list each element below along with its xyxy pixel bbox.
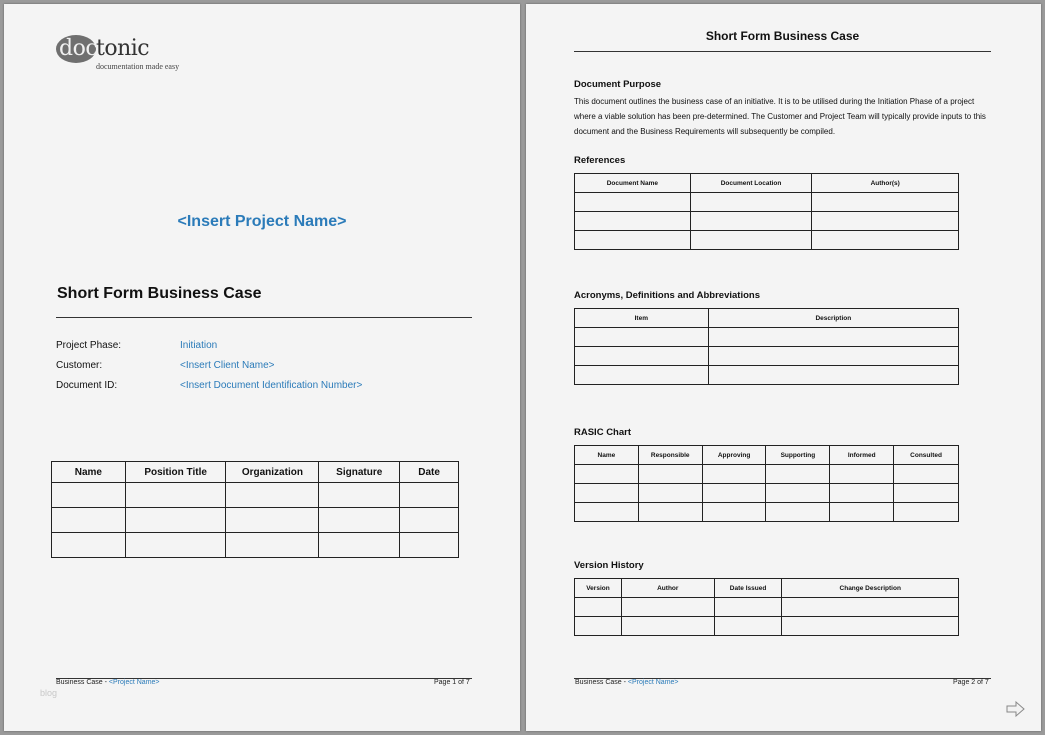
table-cell[interactable] [812,231,959,250]
footer-project-name: <Project Name> [108,679,160,686]
version-history-table [574,578,959,636]
table-cell[interactable] [766,503,830,522]
table-cell[interactable] [575,617,622,636]
table-row [575,617,959,636]
table-cell[interactable] [702,465,766,484]
customer-label: Customer: [56,360,103,371]
table-cell[interactable] [894,484,959,503]
table-cell[interactable] [319,508,400,533]
document-id-value[interactable]: <Insert Document Identification Number> [180,380,363,391]
table-row [575,347,959,366]
column-header: Document Name [575,174,691,193]
column-header: Description [708,309,958,328]
table-cell[interactable] [226,533,319,558]
table-cell[interactable] [812,193,959,212]
table-cell[interactable] [575,598,622,617]
table-cell[interactable] [125,533,226,558]
logo-tonic-text: tonic [96,36,150,61]
table-cell[interactable] [702,484,766,503]
table-cell[interactable] [125,508,226,533]
column-header: Responsible [638,446,702,465]
table-cell[interactable] [714,617,782,636]
table-cell[interactable] [575,484,639,503]
header-rule [574,51,991,52]
table-cell[interactable] [621,617,714,636]
column-header: Item [575,309,709,328]
table-header-row [575,579,959,598]
table-cell[interactable] [575,347,709,366]
document-page-2 [526,4,1041,731]
table-cell[interactable] [782,598,959,617]
table-cell[interactable] [319,483,400,508]
document-page-1 [4,4,520,731]
logo-tagline: documentation made easy [96,62,180,71]
table-row [575,484,959,503]
column-header: Name [52,462,126,483]
table-cell[interactable] [226,483,319,508]
table-row [52,533,459,558]
footer-page-number: Page 1 of 7 [434,679,470,686]
table-cell[interactable] [400,483,459,508]
table-header-row [575,174,959,193]
table-cell[interactable] [690,193,812,212]
table-cell[interactable] [575,503,639,522]
table-cell[interactable] [400,533,459,558]
next-page-arrow-icon[interactable] [1005,700,1027,718]
column-header: Position Title [125,462,226,483]
column-header: Name [575,446,639,465]
table-cell[interactable] [812,212,959,231]
table-cell[interactable] [638,503,702,522]
acronyms-heading: Acronyms, Definitions and Abbreviations [574,290,760,301]
table-cell[interactable] [894,503,959,522]
table-cell[interactable] [894,465,959,484]
table-row [575,598,959,617]
table-cell[interactable] [690,231,812,250]
watermark-text: blog [40,688,58,698]
footer-doc-label: Business Case - [56,679,109,686]
rasic-table [574,445,959,522]
table-cell[interactable] [690,212,812,231]
table-row [575,328,959,347]
table-cell[interactable] [830,503,894,522]
column-header: Consulted [894,446,959,465]
table-cell[interactable] [638,465,702,484]
table-cell[interactable] [714,598,782,617]
column-header: Author [621,579,714,598]
table-row [575,465,959,484]
table-row [575,212,959,231]
table-cell[interactable] [226,508,319,533]
signoff-table [51,461,459,558]
table-row [575,193,959,212]
table-cell[interactable] [766,465,830,484]
project-phase-label: Project Phase: [56,340,122,351]
references-heading: References [574,155,626,166]
table-row [575,503,959,522]
table-cell[interactable] [575,465,639,484]
table-cell[interactable] [400,508,459,533]
table-cell[interactable] [638,484,702,503]
references-table [574,173,959,250]
footer-doc-label: Business Case - [575,679,628,686]
table-cell[interactable] [52,483,126,508]
page-header-title: Short Form Business Case [705,29,860,43]
table-cell[interactable] [766,484,830,503]
table-cell[interactable] [708,366,958,385]
document-id-label: Document ID: [56,380,118,391]
table-cell[interactable] [830,465,894,484]
column-header: Date Issued [714,579,782,598]
table-cell[interactable] [125,483,226,508]
table-cell[interactable] [575,328,709,347]
purpose-text: This document outlines the business case of an initiative. It is to be utilised during the Initiation Phase of a project where a viable solution has been pre-determined. The Customer and Project Team will typically provide inputs to this document and the Business Requirements will subsequently be compiled. [574,97,986,136]
purpose-heading: Document Purpose [574,79,662,90]
table-cell[interactable] [708,347,958,366]
column-header: Supporting [766,446,830,465]
footer-page-number: Page 2 of 7 [953,679,989,686]
table-cell[interactable] [319,533,400,558]
table-row [52,508,459,533]
doctonic-logo [56,35,196,75]
title-rule [56,317,472,318]
table-cell[interactable] [702,503,766,522]
document-title: Short Form Business Case [57,285,262,302]
table-cell[interactable] [621,598,714,617]
project-name-placeholder[interactable]: <Insert Project Name> [177,213,347,230]
table-header-row [575,309,959,328]
column-header: Approving [702,446,766,465]
column-header: Organization [226,462,319,483]
footer-left [56,679,160,686]
table-cell[interactable] [575,231,691,250]
table-cell[interactable] [575,366,709,385]
footer-left [575,679,679,686]
table-row [575,231,959,250]
table-row [575,366,959,385]
table-cell[interactable] [52,533,126,558]
version-history-heading: Version History [574,560,644,571]
acronyms-table [574,308,959,385]
table-cell[interactable] [575,212,691,231]
project-phase-value[interactable]: Initiation [180,340,218,351]
table-header-row [575,446,959,465]
column-header: Signature [319,462,400,483]
table-header-row [52,462,459,483]
footer-project-name: <Project Name> [627,679,679,686]
rasic-heading: RASIC Chart [574,427,632,438]
logo-doc-text: doc [59,36,98,61]
column-header: Author(s) [812,174,959,193]
table-cell[interactable] [782,617,959,636]
table-cell[interactable] [52,508,126,533]
table-cell[interactable] [575,193,691,212]
customer-value[interactable]: <Insert Client Name> [180,360,275,371]
table-row [52,483,459,508]
column-header: Version [575,579,622,598]
column-header: Date [400,462,459,483]
table-cell[interactable] [708,328,958,347]
column-header: Change Description [782,579,959,598]
column-header: Informed [830,446,894,465]
table-cell[interactable] [830,484,894,503]
column-header: Document Location [690,174,812,193]
